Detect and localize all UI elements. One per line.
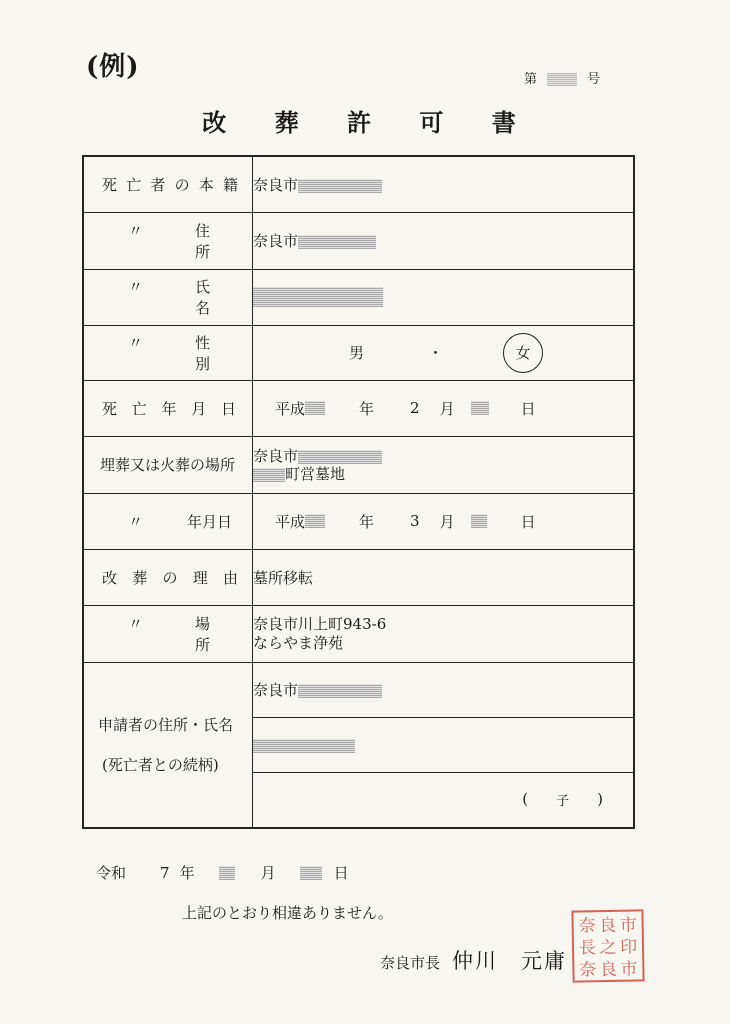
label-basho: 場所 — [195, 614, 233, 654]
female-option-circled: 女 — [503, 333, 543, 373]
seal-char: 之 — [599, 937, 617, 959]
era: 平成 — [275, 399, 306, 418]
row-reason — [83, 549, 634, 605]
redacted-year — [305, 514, 325, 528]
number-prefix: 第 — [524, 72, 538, 87]
footer-era: 令和 — [96, 864, 127, 882]
seal-char: 市 — [619, 915, 637, 936]
label-maiso-date: 年月日 — [187, 512, 233, 531]
ditto-mark: 〃 — [128, 221, 144, 240]
nen: 年 — [359, 399, 375, 418]
redacted-text — [298, 684, 382, 698]
redacted-day — [471, 514, 487, 528]
footer-year: 7 — [160, 863, 170, 882]
basho-name: ならやま浄苑 — [253, 633, 344, 652]
month-value: 3 — [410, 512, 420, 530]
seal-char: 印 — [620, 937, 638, 958]
footer-nen: 年 — [179, 864, 195, 882]
row-maiso-date — [83, 493, 634, 549]
row-seibetsu — [83, 325, 634, 380]
seal-char: 市 — [620, 959, 638, 980]
reason-value: 墓所移転 — [253, 549, 635, 605]
ditto-mark: 〃 — [128, 333, 144, 352]
label-maiso-place: 埋葬又は火葬の場所 — [83, 436, 253, 493]
row-jusho — [83, 212, 634, 269]
row-honseki — [83, 156, 634, 212]
tsuki: 月 — [439, 399, 455, 418]
mayor-title: 奈良市長 — [380, 954, 441, 972]
era: 平成 — [275, 512, 306, 531]
hi: 日 — [520, 399, 536, 418]
label-honseki: 死 亡 者 の 本 籍 — [102, 175, 238, 194]
basho-address: 奈良市川上町943-6 — [253, 614, 387, 633]
redacted-month — [219, 866, 235, 880]
hi: 日 — [520, 512, 536, 531]
jusho-value: 奈良市 — [253, 232, 299, 250]
redacted-text — [253, 468, 285, 482]
tsuki: 月 — [439, 512, 455, 531]
relation-value: 子 — [556, 794, 570, 810]
row-basho — [83, 605, 634, 662]
redacted-number — [547, 73, 577, 86]
applicant-address: 奈良市 — [253, 681, 299, 699]
row-applicant-address — [83, 662, 634, 717]
honseki-value: 奈良市 — [253, 175, 299, 194]
relation-close: ) — [597, 790, 603, 809]
ditto-mark: 〃 — [128, 512, 144, 531]
footer-hi: 日 — [333, 864, 349, 882]
footer-tsuki: 月 — [260, 864, 276, 882]
redacted-text — [298, 179, 382, 193]
seal-char: 奈 — [579, 960, 597, 981]
seal-char: 良 — [598, 915, 617, 937]
number-suffix: 号 — [587, 72, 601, 87]
example-mark: (例) — [86, 52, 140, 82]
maiso-city: 奈良市 — [253, 446, 299, 465]
redacted-year — [305, 401, 325, 415]
separator-dot: ・ — [428, 344, 444, 362]
row-shibo-date — [83, 380, 634, 436]
permit-table — [82, 155, 635, 829]
relation-open: ( — [522, 790, 529, 809]
document-title: 改 葬 許 可 書 — [202, 108, 536, 137]
mayor-name: 仲川 元庸 — [452, 949, 568, 973]
label-shimei: 氏名 — [195, 278, 227, 317]
maiso-cemetery: 町営墓地 — [285, 464, 346, 483]
row-maiso-place — [83, 436, 634, 493]
redacted-text — [298, 450, 382, 464]
ditto-mark: 〃 — [128, 278, 144, 296]
label-seibetsu: 性別 — [195, 333, 227, 373]
redacted-text — [298, 235, 376, 249]
label-shibo-date: 死 亡 年 月 日 — [102, 399, 236, 418]
label-jusho: 住所 — [195, 221, 227, 261]
seal-char: 長 — [578, 938, 597, 959]
seal-char: 良 — [599, 959, 618, 981]
ditto-mark: 〃 — [128, 614, 144, 633]
redacted-name — [253, 739, 355, 753]
label-applicant: 申請者の住所・氏名 — [98, 715, 234, 734]
document-number — [524, 68, 600, 87]
label-reason: 改 葬 の 理 由 — [102, 568, 238, 587]
seal-char: 奈 — [578, 916, 596, 937]
row-shimei — [83, 269, 634, 325]
confirmation-text: 上記のとおり相違ありません。 — [182, 904, 393, 922]
redacted-day — [471, 401, 489, 415]
nen: 年 — [359, 512, 375, 531]
redacted-day — [300, 866, 322, 880]
mayor-signature — [380, 945, 567, 975]
month-value: 2 — [410, 399, 420, 417]
official-seal — [571, 909, 644, 982]
male-option: 男 — [349, 344, 365, 362]
label-relation: (死亡者との続柄) — [102, 755, 219, 774]
issue-date — [96, 862, 349, 883]
redacted-name — [253, 287, 383, 307]
